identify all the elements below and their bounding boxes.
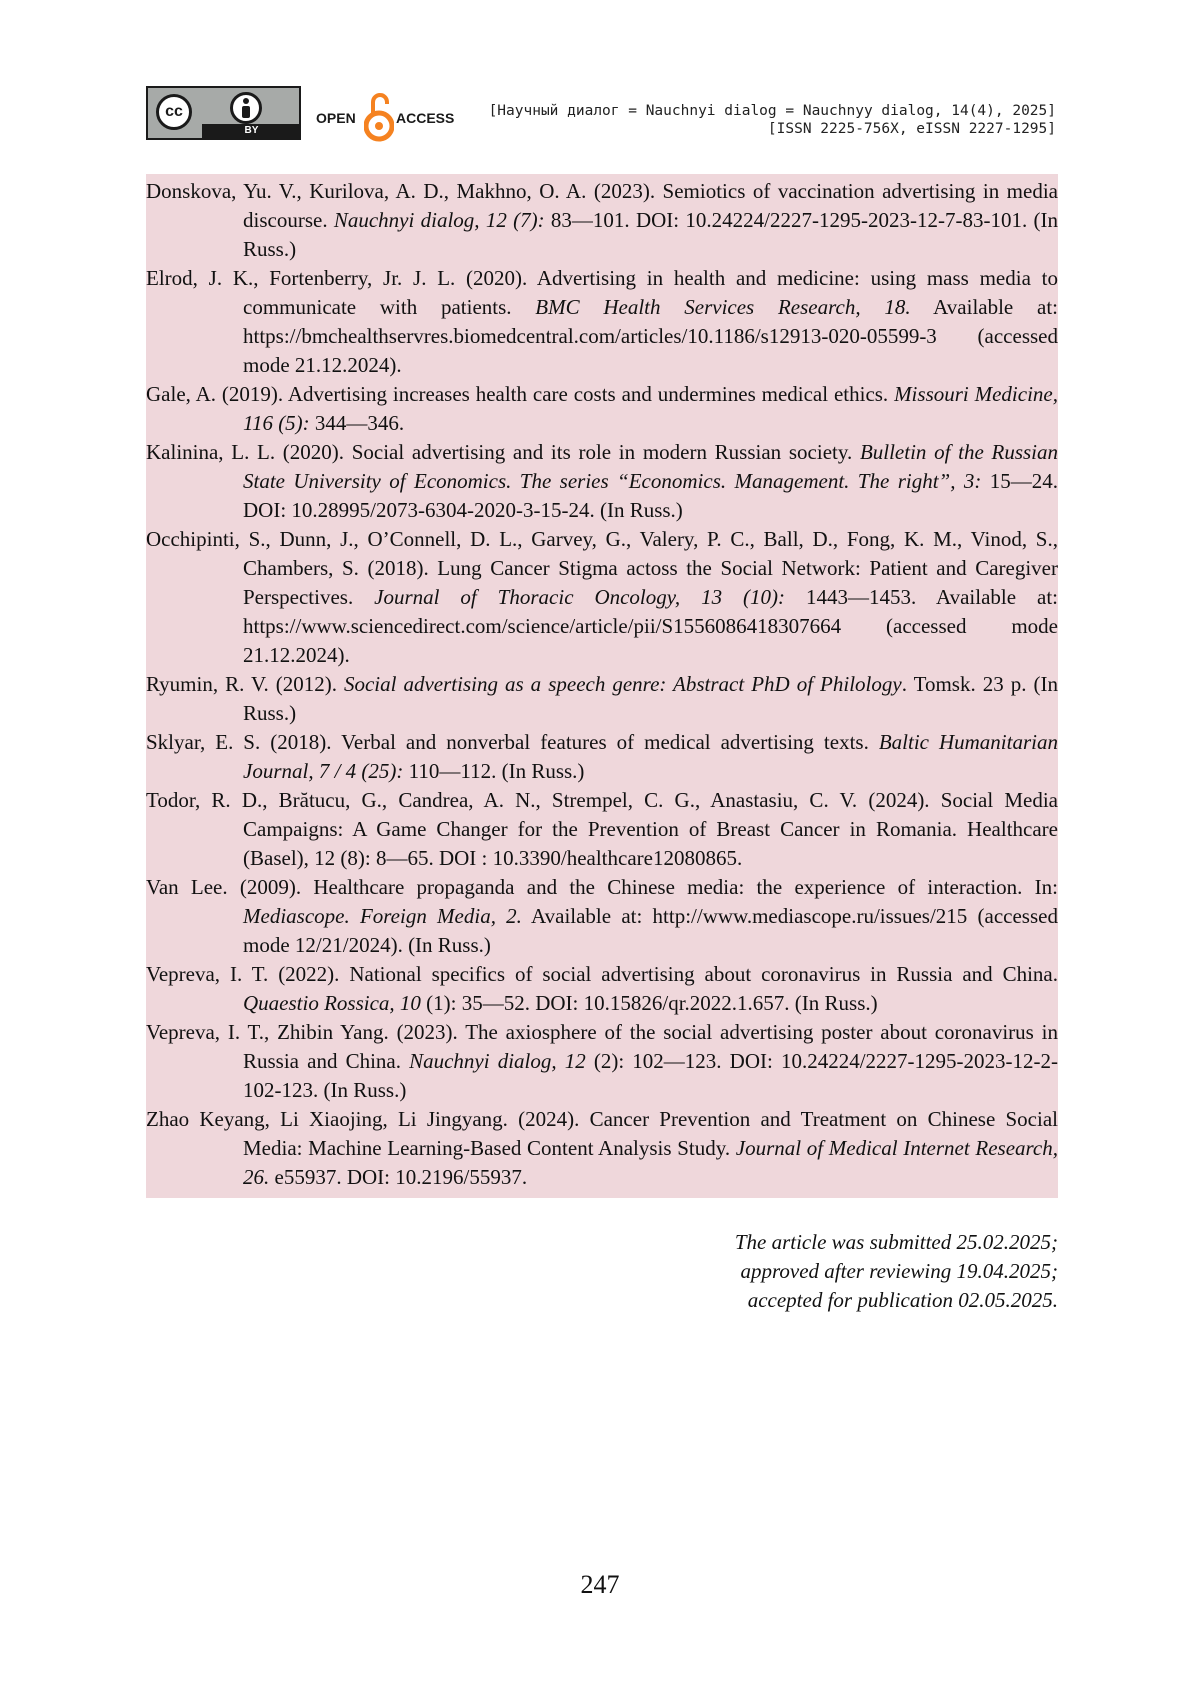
page-number: 247 xyxy=(580,1570,620,1599)
journal-citation xyxy=(489,102,1056,138)
reference-item: Ryumin, R. V. (2012). Social advertising as a speech genre: Abstract PhD of Philology. Tomsk. 23 p. (In Russ.) xyxy=(146,672,1058,725)
citation-issn-line: [ISSN 2225-756X, eISSN 2227-1295] xyxy=(767,121,1056,137)
page-header xyxy=(146,86,1056,146)
open-access-lock-icon xyxy=(364,88,394,144)
open-access-logo xyxy=(316,88,466,144)
reference-item: Elrod, J. K., Fortenberry, Jr. J. L. (2020). Advertising in health and medicine: using mass media to communicate with patients. BMC Health Services Research, 18. Available at: https://bmchealthservres.biomedcentral.com/articles/10.1186/s12913-020-05599-3 (accessed mode 21.12.2024). xyxy=(146,266,1058,377)
reference-item: Van Lee. (2009). Healthcare propaganda and the Chinese media: the experience of interaction. In: Mediascope. Foreign Media, 2. Available at: http://www.mediascope.ru/issues/215 (accessed mode 12/21/2024). (In Russ.) xyxy=(146,875,1058,957)
approved-date: approved after reviewing 19.04.2025; xyxy=(740,1259,1058,1283)
reference-item: Zhao Keyang, Li Xiaojing, Li Jingyang. (2024). Cancer Prevention and Treatment on Chinese Social Media: Machine Learning-Based Content Analysis Study. Journal of Medical Internet Research, 26. e55937. DOI: 10.2196/55937. xyxy=(146,1107,1058,1189)
citation-journal-line: [Научный диалог = Nauchnyi dialog = Nauchnyy dialog, 14(4), 2025] xyxy=(488,103,1056,119)
reference-item: Vepreva, I. T., Zhibin Yang. (2023). The axiosphere of the social advertising poster about coronavirus in Russia and China. Nauchnyi dialog, 12 (2): 102—123. DOI: 10.24224/2227-1295-2023-12-2-102-123. (In Russ.) xyxy=(146,1020,1059,1102)
open-access-left-text: OPEN xyxy=(316,110,356,126)
reference-item: Todor, R. D., Brătucu, G., Candrea, A. N., Strempel, C. G., Anastasiu, C. V. (2024). Social Media Campaigns: A Game Changer for the Prevention of Breast Cancer in Romania. Healthcare (Basel), 12 (8): 8—65. DOI : 10.3390/healthcare12080865. xyxy=(146,788,1058,870)
attribution-person-icon xyxy=(230,92,262,124)
reference-item: Kalinina, L. L. (2020). Social advertising and its role in modern Russian society. Bulletin of the Russian State University of Economics. The series “Economics. Management. The right”, 3: 15—24. DOI: 10.28995/2073-6304-2020-3-15-24. (In Russ.) xyxy=(146,440,1059,522)
reference-item: Vepreva, I. T. (2022). National specifics of social advertising about coronavirus in Russia and China. Quaestio Rossica, 10 (1): 35—52. DOI: 10.15826/qr.2022.1.657. (In Russ.) xyxy=(146,962,1058,1015)
reference-item: Donskova, Yu. V., Kurilova, A. D., Makhno, O. A. (2023). Semiotics of vaccination advertising in media discourse. Nauchnyi dialog, 12 (7): 83—101. DOI: 10.24224/2227-1295-2023-12-7-83-101. (In Russ.) xyxy=(146,179,1058,261)
submission-dates xyxy=(735,1228,1058,1315)
reference-item: Sklyar, E. S. (2018). Verbal and nonverbal features of medical advertising texts. Baltic Humanitarian Journal, 7 / 4 (25): 110—112. (In Russ.) xyxy=(146,730,1058,783)
references-list xyxy=(146,174,1058,1198)
reference-item: Gale, A. (2019). Advertising increases health care costs and undermines medical ethics. Missouri Medicine, 116 (5): 344—346. xyxy=(146,382,1058,435)
cc-by-license-badge[interactable] xyxy=(146,86,301,140)
by-label: BY xyxy=(202,124,301,138)
reference-item: Occhipinti, S., Dunn, J., O’Connell, D. L., Garvey, G., Valery, P. C., Ball, D., Fong, K. M., Vinod, S., Chambers, S. (2018). Lung Cancer Stigma actoss the Social Network: Patient and Caregiver Perspectives. Journal of Thoracic Oncology, 13 (10): 1443—1453. Available at: https://www.sciencedirect.com/science/article/pii/S1556086418307664 (accessed mode 21.12.2024). xyxy=(146,527,1058,667)
submitted-date: The article was submitted 25.02.2025; xyxy=(734,1230,1058,1254)
open-access-right-text: ACCESS xyxy=(396,110,455,126)
accepted-date: accepted for publication 02.05.2025. xyxy=(747,1288,1058,1312)
creative-commons-icon: cc xyxy=(156,94,192,130)
